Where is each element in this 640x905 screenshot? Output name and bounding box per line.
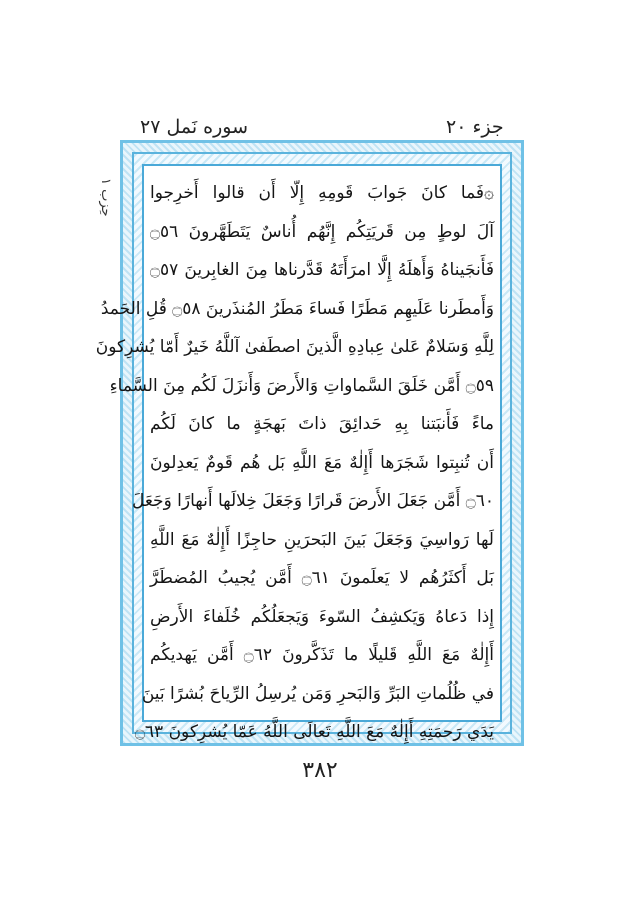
text-line: ۝٥٩ أَمَّن خَلَقَ السَّماواتِ وَالأَرضَ وَأَنزَلَ لَكُم مِنَ السَّماءِ [109, 375, 494, 396]
text-line: أَن تُنبِتوا شَجَرَها أَإِلٰهٌ مَعَ اللَّهِ بَل هُم قَومٌ يَعدِلونَ [150, 452, 494, 473]
text-line: وَأَمطَرنا عَلَيهِم مَطَرًا فَساءَ مَطَرُ المُنذَرينَ ۝٥٨ قُلِ الحَمدُ [100, 298, 494, 319]
text-line: إِذا دَعاهُ وَيَكشِفُ السّوءَ وَيَجعَلُكُم خُلَفاءَ الأَرضِ [150, 606, 494, 627]
text-line: أَإِلٰهٌ مَعَ اللَّهِ قَليلًا ما تَذَكَّرونَ ۝٦٢ أَمَّن يَهديكُم [150, 645, 494, 665]
text-line: ۞فَما كانَ جَوابَ قَومِهِ إِلّا أَن قالوا أَخرِجوا [150, 183, 494, 203]
text-line: ماءً فَأَنبَتنا بِهِ حَدائِقَ ذاتَ بَهجَةٍ ما كانَ لَكُم [150, 414, 494, 434]
text-line: ۝٦٠ أَمَّن جَعَلَ الأَرضَ قَرارًا وَجَعَلَ خِلالَها أَنهارًا وَجَعَلَ [131, 491, 494, 511]
surah-title: سوره نَمل ۲۷ [140, 116, 249, 138]
text-line: لَها رَواسِيَ وَجَعَلَ بَينَ البَحرَينِ حاجِزًا أَإِلٰهٌ مَعَ اللَّهِ [150, 529, 494, 550]
juz-label: جزء ۲۰ [446, 116, 504, 138]
hizb-margin-mark: حِزب ۱ [98, 178, 113, 217]
page-number: ۳۸۲ [302, 758, 338, 783]
text-line: في ظُلُماتِ البَرِّ وَالبَحرِ وَمَن يُرسِلُ الرِّياحَ بُشرًا بَينَ [141, 683, 494, 704]
text-line: لِلَّهِ وَسَلامٌ عَلىٰ عِبادِهِ الَّذينَ اصطَفىٰ آللَّهُ خَيرٌ أَمّا يُشرِكونَ [95, 337, 494, 357]
text-line: بَل أَكثَرُهُم لا يَعلَمونَ ۝٦١ أَمَّن يُجيبُ المُضطَرَّ [150, 568, 494, 588]
text-line: يَدَي رَحمَتِهِ أَإِلٰهٌ مَعَ اللَّهِ تَعالَى اللَّهُ عَمّا يُشرِكونَ ۝٦٣ [134, 722, 494, 742]
text-line: فَأَنجَيناهُ وَأَهلَهُ إِلَّا امرَأَتَهُ قَدَّرناها مِنَ الغابِرينَ ۝٥٧ [150, 260, 494, 280]
text-line: آلَ لوطٍ مِن قَريَتِكُم إِنَّهُم أُناسٌ يَتَطَهَّرونَ ۝٥٦ [150, 221, 494, 242]
